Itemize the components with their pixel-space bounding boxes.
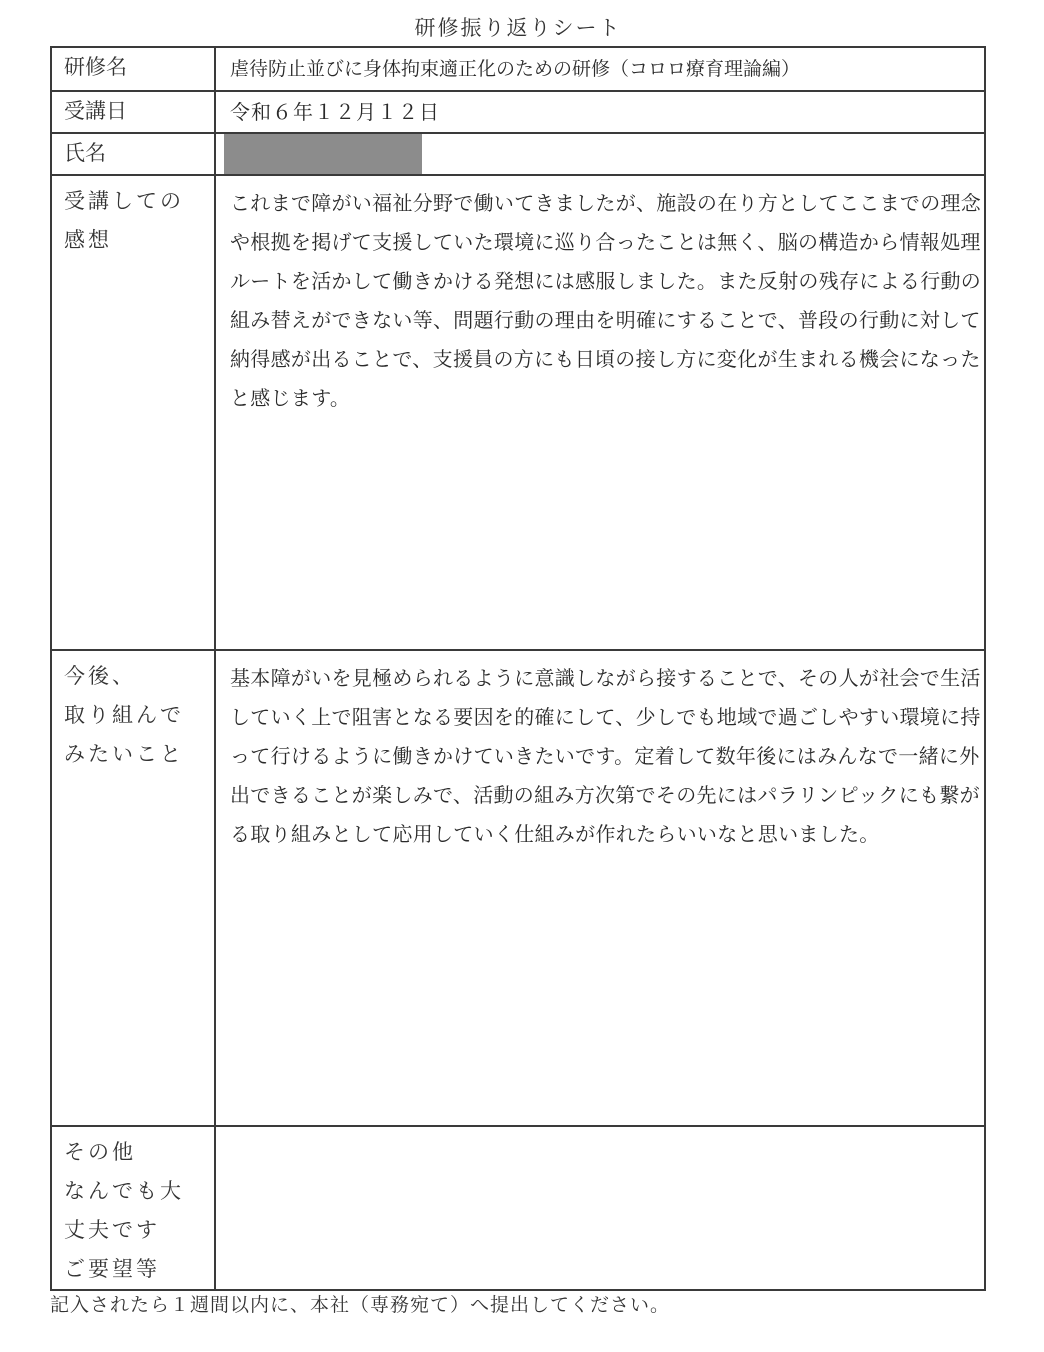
impression-label: 受講しての 感想	[51, 175, 215, 650]
future-text: 基本障がいを見極められるように意識しながら接することで、その人が社会で生活していく上で阻害となる要因を的確にして、少しでも地域で過ごしやすい環境に持って行けるように働きかけていきたいです。定着して数年後にはみんなで一緒に外出できることが楽しみで、活動の組み方次第でその先にはパラリンピックにも繋がる取り組みとして応用していく仕組みが作れたらいいなと思いました。	[215, 650, 985, 1126]
date-value: 令和６年１２月１２日	[215, 91, 985, 133]
course-label: 研修名	[51, 47, 215, 91]
course-row	[51, 47, 985, 91]
impression-text: これまで障がい福祉分野で働いてきましたが、施設の在り方としてここまでの理念や根拠を掲げて支援していた環境に巡り合ったことは無く、脳の構造から情報処理ルートを活かして働きかける発想には感服しました。また反射の残存による行動の組み替えができない等、問題行動の理由を明確にすることで、普段の行動に対して納得感が出ることで、支援員の方にも日頃の接し方に変化が生まれる機会になったと感じます。	[215, 175, 985, 650]
name-label: 氏名	[51, 133, 215, 175]
date-row	[51, 91, 985, 133]
course-value: 虐待防止並びに身体拘束適正化のための研修（コロロ療育理論編）	[215, 47, 985, 91]
future-label: 今後、 取り組んで みたいこと	[51, 650, 215, 1126]
feedback-form-table	[50, 46, 986, 1291]
footer-note: 記入されたら１週間以内に、本社（専務宛て）へ提出してください。	[50, 1294, 671, 1316]
other-label: その他 なんでも大 丈夫です ご要望等	[51, 1126, 215, 1290]
other-text	[215, 1126, 985, 1290]
sheet-title: 研修振り返りシート	[414, 16, 622, 40]
other-row	[51, 1126, 985, 1290]
name-row	[51, 133, 985, 175]
impression-row	[51, 175, 985, 650]
future-row	[51, 650, 985, 1126]
date-label: 受講日	[51, 91, 215, 133]
redacted-name-block	[224, 134, 422, 174]
name-value-cell	[215, 133, 985, 175]
